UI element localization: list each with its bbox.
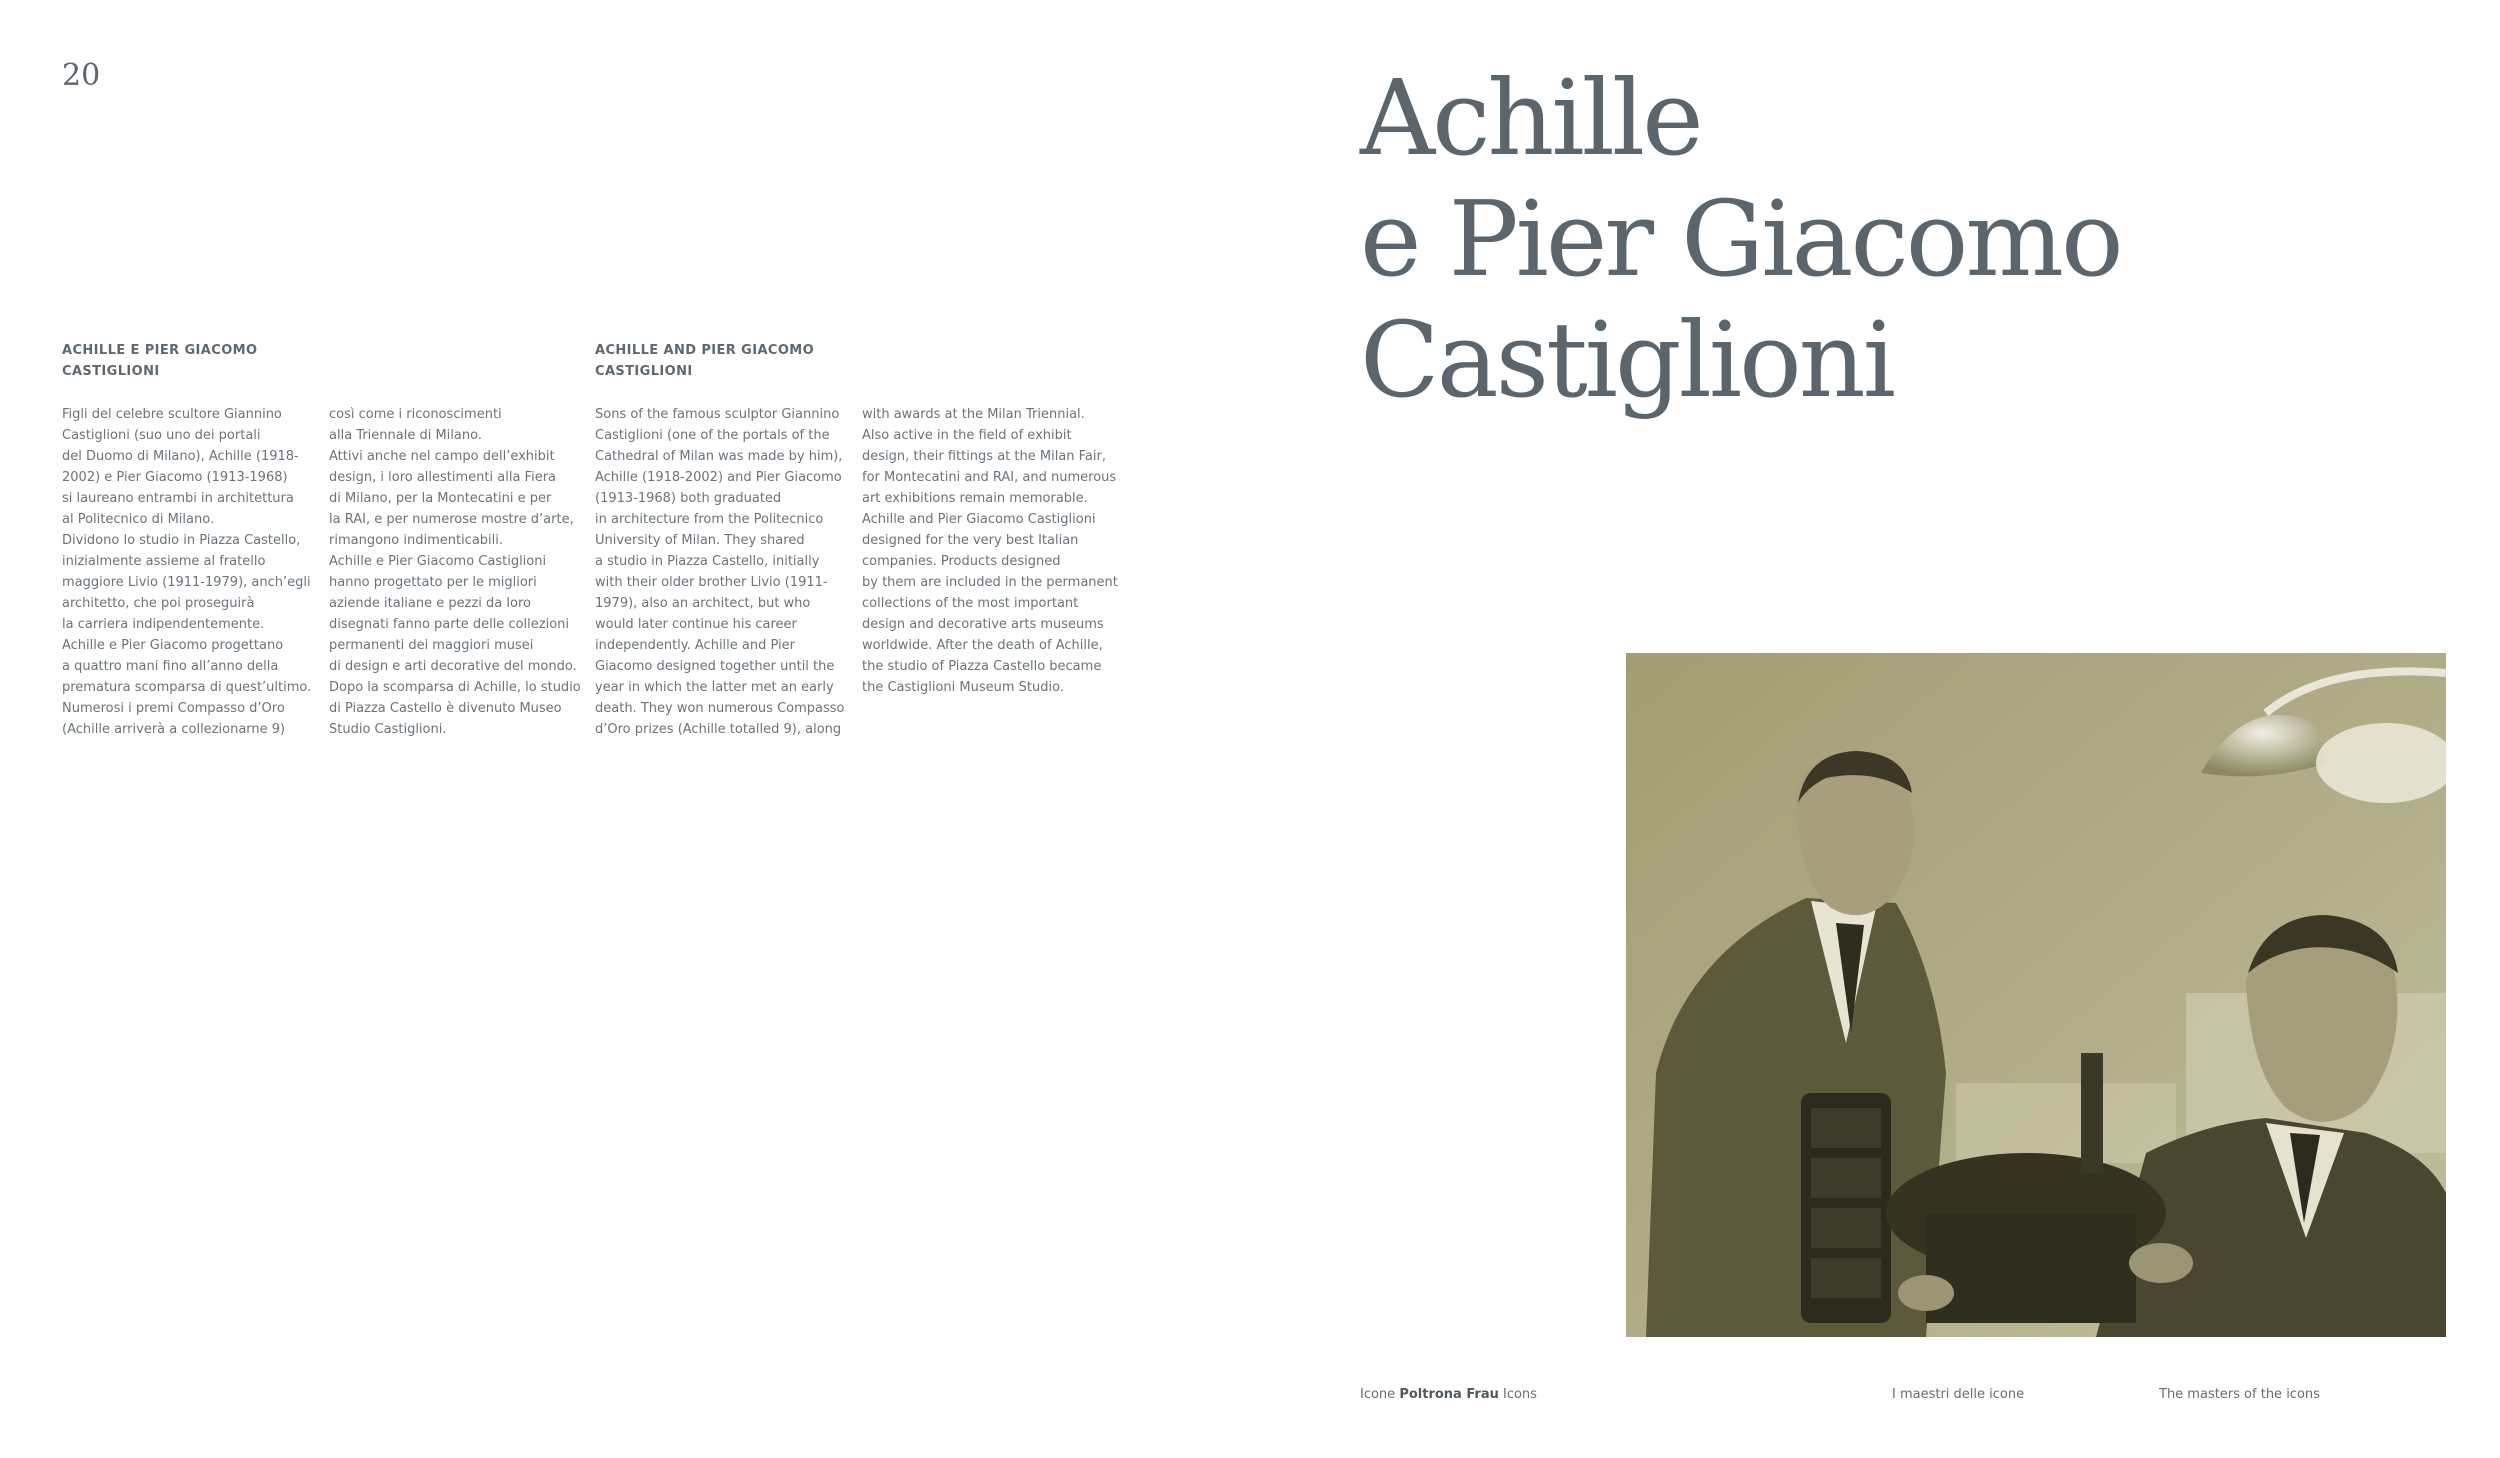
portrait-illustration	[1626, 653, 2446, 1337]
text-line: art exhibitions remain memorable.	[862, 491, 1088, 506]
text-line: Achille e Pier Giacomo Castiglioni	[329, 554, 547, 569]
text-line: a studio in Piazza Castello, initially	[595, 554, 820, 569]
text-line: in architecture from the Politecnico	[595, 512, 824, 527]
footer-section-italian: I maestri delle icone	[1892, 1387, 2025, 1402]
text-line: Figli del celebre scultore Giannino	[62, 407, 282, 422]
text-line: aziende italiane e pezzi da loro	[329, 596, 531, 611]
italian-column-1	[62, 404, 324, 740]
text-line: worldwide. After the death of Achille,	[862, 638, 1103, 653]
text-line: Dividono lo studio in Piazza Castello,	[62, 533, 301, 548]
title-line: e Pier Giacomo	[1360, 178, 2121, 300]
text-line: maggiore Livio (1911-1979), anch’egli	[62, 575, 311, 590]
footer-prefix: Icone	[1360, 1387, 1396, 1402]
text-line: collections of the most important	[862, 596, 1079, 611]
text-line: hanno progettato per le migliori	[329, 575, 537, 590]
text-line: University of Milan. They shared	[595, 533, 805, 548]
text-line: the Castiglioni Museum Studio.	[862, 680, 1064, 695]
text-line: (1913-1968) both graduated	[595, 491, 782, 506]
text-line: Studio Castiglioni.	[329, 722, 447, 737]
text-line: with awards at the Milan Triennial.	[862, 407, 1085, 422]
footer-publication	[1360, 1387, 1537, 1402]
text-line: designed for the very best Italian	[862, 533, 1079, 548]
text-line: la carriera indipendentemente.	[62, 617, 265, 632]
text-line: companies. Products designed	[862, 554, 1061, 569]
english-heading-line: ACHILLE AND PIER GIACOMO	[595, 343, 815, 358]
text-line: disegnati fanno parte delle collezioni	[329, 617, 569, 632]
english-heading	[595, 340, 845, 382]
title-line: Castiglioni	[1360, 299, 1893, 421]
text-line: design, i loro allestimenti alla Fiera	[329, 470, 556, 485]
text-line: death. They won numerous Compasso	[595, 701, 845, 716]
text-line: Attivi anche nel campo dell’exhibit	[329, 449, 555, 464]
text-line: Castiglioni (one of the portals of the	[595, 428, 830, 443]
text-line: would later continue his career	[595, 617, 797, 632]
text-line: Achille e Pier Giacomo progettano	[62, 638, 284, 653]
text-line: di design e arti decorative del mondo.	[329, 659, 577, 674]
text-line: by them are included in the permanent	[862, 575, 1118, 590]
text-line: Achille and Pier Giacomo Castiglioni	[862, 512, 1096, 527]
text-line: Sons of the famous sculptor Giannino	[595, 407, 840, 422]
text-line: Cathedral of Milan was made by him),	[595, 449, 843, 464]
text-line: permanenti dei maggiori musei	[329, 638, 534, 653]
text-line: rimangono indimenticabili.	[329, 533, 504, 548]
title-line: Achille	[1360, 57, 1701, 179]
text-line: year in which the latter met an early	[595, 680, 834, 695]
text-line: independently. Achille and Pier	[595, 638, 796, 653]
page-title	[1360, 58, 2121, 421]
text-line: a quattro mani fino all’anno della	[62, 659, 279, 674]
portrait-photo	[1626, 653, 2446, 1337]
text-line: inizialmente assieme al fratello	[62, 554, 266, 569]
text-line: Giacomo designed together until the	[595, 659, 835, 674]
text-line: for Montecatini and RAI, and numerous	[862, 470, 1117, 485]
text-line: Castiglioni (suo uno dei portali	[62, 428, 261, 443]
text-line: si laureano entrambi in architettura	[62, 491, 294, 506]
text-line: with their older brother Livio (1911-	[595, 575, 828, 590]
text-line: del Duomo di Milano), Achille (1918-	[62, 449, 299, 464]
text-line: (Achille arriverà a collezionarne 9)	[62, 722, 286, 737]
text-line: la RAI, e per numerose mostre d’arte,	[329, 512, 574, 527]
text-line: prematura scomparsa di quest’ultimo.	[62, 680, 312, 695]
english-column-1	[595, 404, 857, 740]
text-line: architetto, che poi proseguirà	[62, 596, 255, 611]
text-line: design and decorative arts museums	[862, 617, 1104, 632]
text-line: design, their fittings at the Milan Fair,	[862, 449, 1106, 464]
text-line: 2002) e Pier Giacomo (1913-1968)	[62, 470, 288, 485]
text-line: alla Triennale di Milano.	[329, 428, 482, 443]
text-line: d’Oro prizes (Achille totalled 9), along	[595, 722, 842, 737]
page-number: 20	[62, 58, 101, 93]
text-line: di Piazza Castello è divenuto Museo	[329, 701, 562, 716]
text-line: Achille (1918-2002) and Pier Giacomo	[595, 470, 842, 485]
text-line: Also active in the field of exhibit	[862, 428, 1072, 443]
english-column-2	[862, 404, 1124, 698]
italian-heading	[62, 340, 312, 382]
italian-heading-line: CASTIGLIONI	[62, 364, 160, 379]
italian-heading-line: ACHILLE E PIER GIACOMO	[62, 343, 258, 358]
text-line: Dopo la scomparsa di Achille, lo studio	[329, 680, 581, 695]
italian-column-2	[329, 404, 591, 740]
english-heading-line: CASTIGLIONI	[595, 364, 693, 379]
text-line: Numerosi i premi Compasso d’Oro	[62, 701, 285, 716]
text-line: 1979), also an architect, but who	[595, 596, 811, 611]
footer-suffix: Icons	[1502, 1387, 1537, 1402]
text-line: the studio of Piazza Castello became	[862, 659, 1102, 674]
text-line: al Politecnico di Milano.	[62, 512, 215, 527]
text-line: di Milano, per la Montecatini e per	[329, 491, 552, 506]
footer-section-english: The masters of the icons	[2159, 1387, 2320, 1402]
text-line: così come i riconoscimenti	[329, 407, 502, 422]
footer-brand: Poltrona Frau	[1399, 1387, 1499, 1402]
